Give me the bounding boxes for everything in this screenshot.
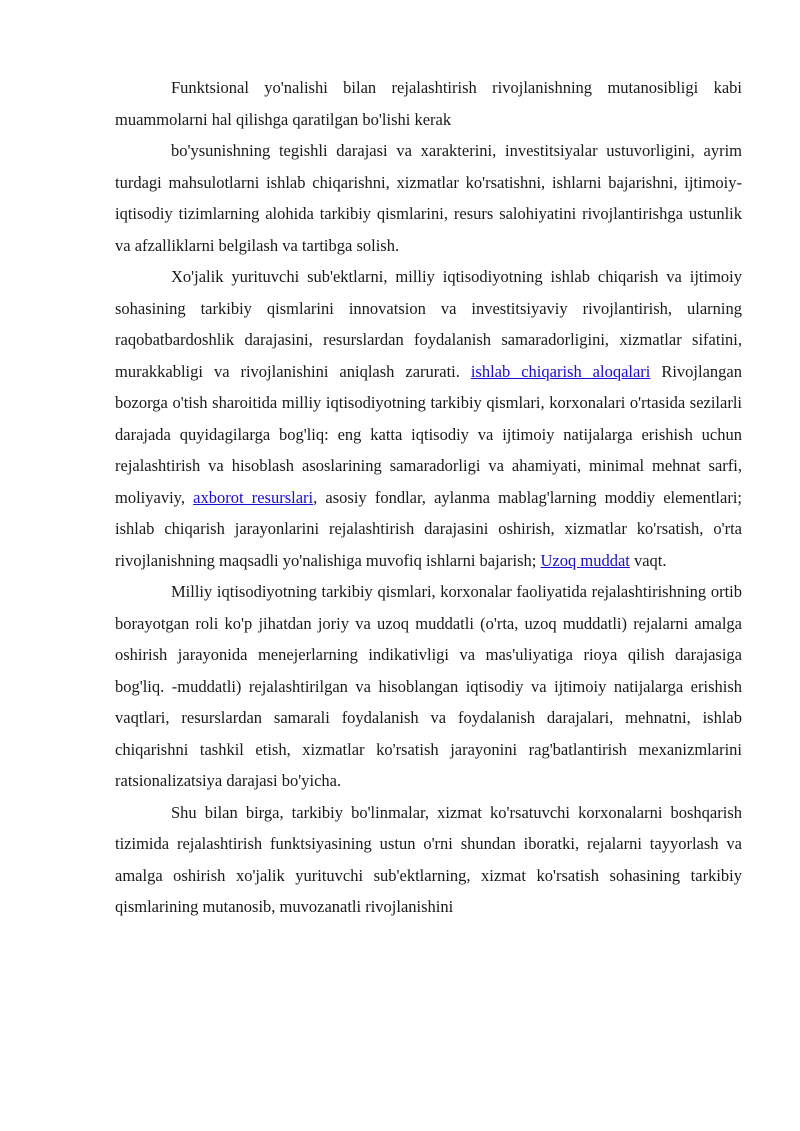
- paragraph-2: bo'ysunishning tegishli darajasi va xarakterini, investitsiyalar ustuvorligini, ayrim turdagi mahsulotlarni ishlab chiqarishni, xizmatlar ko'rsatishni, ishlarni bajarishni, ijtimoiy-iqtisodiy tizimlarning alohida tarkibiy qismlarini, resurs salohiyatini rivojlantirishga ustunlik va afzalliklarni belgilash va tartibga solish.: [115, 141, 742, 255]
- paragraph-3: [115, 261, 742, 576]
- document-page: [115, 72, 742, 923]
- paragraph-4: Milliy iqtisodiyotning tarkibiy qismlari, korxonalar faoliyatida rejalashtirishning ortib borayotgan roli ko'p jihatdan joriy va uzoq muddatli (o'rta, uzoq muddatli) rejalarni amalga oshirish jarayonida menejerlarning indikativligi va mas'uliyatiga rioya qilish darajasiga bog'liq. -muddatli) rejalashtirilgan va hisoblangan iqtisodiy va ijtimoiy natijalarga erishish vaqtlari, resurslardan samarali foydalanish va foydalanish darajalari, mehnatni, ishlab chiqarishni tashkil etish, xizmatlar ko'rsatish jarayonini rag'batlantirish mexanizmlarini ratsionalizatsiya darajasi bo'yicha.: [115, 582, 742, 790]
- paragraph-3-text-c: , asosiy fondlar, aylanma mablag'larning moddiy elementlari; ishlab chiqarish jarayonlarini rejalashtirish darajasini oshirish, xizmatlar ko'rsatish, o'rta rivojlanishning maqsadli yo'nalishiga muvofiq ishlarni bajarish;: [115, 487, 742, 570]
- link-axborot-resurslari[interactable]: axborot resurslari: [193, 487, 314, 507]
- link-ishlab-chiqarish-aloqalari[interactable]: ishlab chiqarish aloqalari: [470, 361, 651, 381]
- paragraph-3-text-a: Xo'jalik yurituvchi sub'ektlarni, milliy iqtisodiyotning ishlab chiqarish va ijtimoiy sohasining tarkibiy qismlarini innovatsion va investitsiyaviy rivojlantirish, ularning raqobatbardoshlik darajasini, resurslardan foydalanish samaradorligini, xizmatlar sifatini, murakkabligi va rivojlanishini aniqlash zarurati.: [115, 267, 742, 381]
- paragraph-3-text-d: vaqt.: [629, 550, 667, 570]
- paragraph-5: Shu bilan birga, tarkibiy bo'linmalar, xizmat ko'rsatuvchi korxonalarni boshqarish tizimida rejalashtirish funktsiyasining ustun o'rni shundan iboratki, rejalarni tayyorlash va amalga oshirish xo'jalik yurituvchi sub'ektlarning, xizmat ko'rsatish sohasining tarkibiy qismlarining mutanosib, muvozanatli rivojlanishini: [115, 802, 742, 916]
- paragraph-1: Funktsional yo'nalishi bilan rejalashtirish rivojlanishning mutanosibligi kabi muammolarni hal qilishga qaratilgan bo'lishi kerak: [115, 78, 742, 129]
- link-uzoq-muddat[interactable]: Uzoq muddat: [540, 550, 630, 570]
- paragraph-3-text-b: Rivojlangan bozorga o'tish sharoitida milliy iqtisodiyotning tarkibiy qismlari, korxonalari o'rtasida sezilarli darajada quyidagilarga bog'liq: eng katta iqtisodiy va ijtimoiy natijalarga erishish uchun rejalashtirish va hisoblash asoslarining samaradorligi va ahamiyati, minimal mehnat sarfi, moliyaviy,: [115, 361, 742, 507]
